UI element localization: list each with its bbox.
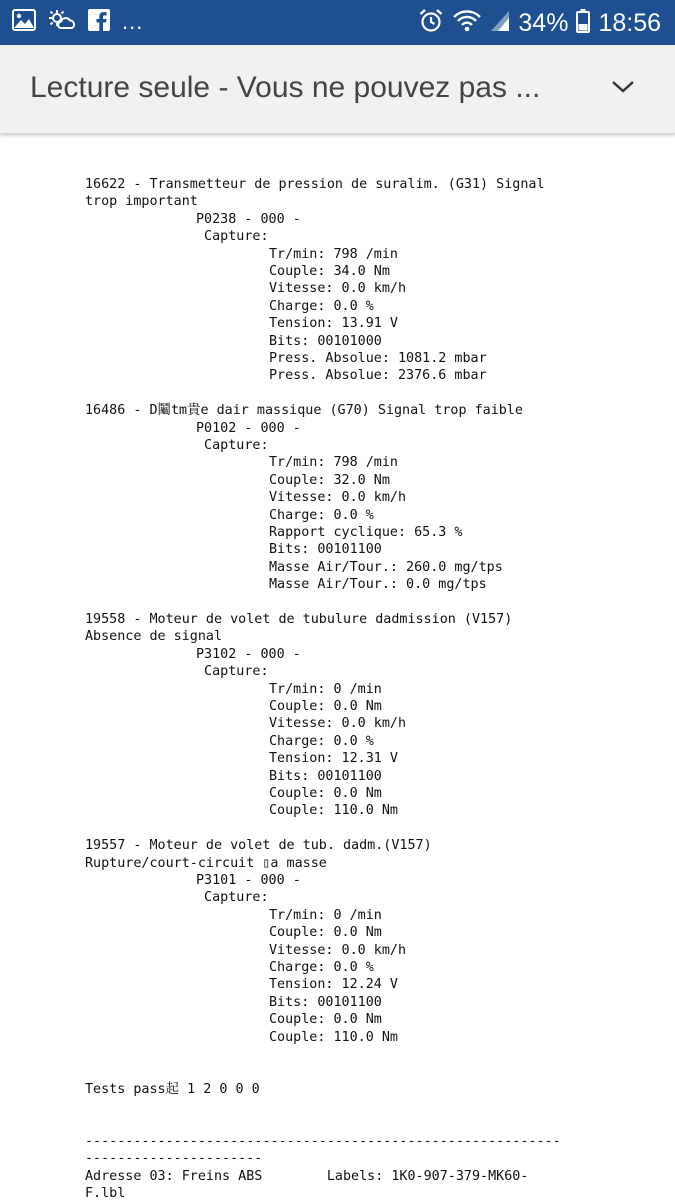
app-toolbar	[0, 45, 675, 134]
document-line: Charge: 0.0 %	[269, 960, 374, 975]
wifi-icon	[452, 9, 482, 37]
clock: 18:56	[598, 9, 661, 37]
document-line: Tr/min: 798 /min	[269, 246, 398, 262]
document-line: Rupture/court-circuit ▯a masse	[85, 855, 327, 871]
document-line: Tests pass起 1 2 0 0 0	[85, 1081, 260, 1097]
document-line: Capture:	[196, 890, 269, 906]
document-line: Tension: 13.91 V	[269, 316, 398, 332]
signal-icon	[490, 10, 510, 36]
document-line: Bits: 00101100	[269, 768, 382, 784]
document-line: P3101 - 000 -	[196, 873, 301, 888]
document-line: Charge: 0.0 %	[269, 507, 374, 523]
status-bar-left	[12, 9, 143, 35]
document-line: Couple: 0.0 Nm	[269, 699, 382, 714]
battery-percentage: 34%	[518, 9, 569, 37]
document-line: Tension: 12.31 V	[269, 751, 398, 767]
chevron-down-icon[interactable]	[610, 77, 636, 101]
status-bar	[0, 0, 675, 45]
document-line: Absence de signal	[85, 629, 223, 645]
document-line: Press. Absolue: 2376.6 mbar	[269, 368, 487, 384]
document-line: -----------------------------------------------------------	[85, 1134, 561, 1149]
document-body	[0, 135, 675, 1200]
document-line: 16486 - D鬮tm貴e dair massique (G70) Signal trop faible	[85, 403, 523, 419]
document-line: 19558 - Moteur de volet de tubulure dadmission (V157)	[85, 612, 513, 627]
status-bar-right	[418, 8, 661, 38]
document-line: Masse Air/Tour.: 0.0 mg/tps	[269, 577, 487, 593]
document-line: P0238 - 000 -	[196, 211, 301, 227]
document-line: trop important	[85, 194, 198, 210]
document-line: Vitesse: 0.0 km/h	[269, 490, 407, 506]
document-line: F.lbl	[85, 1186, 126, 1200]
document-line: Bits: 00101100	[269, 542, 382, 558]
document-line: Tension: 12.24 V	[269, 977, 398, 993]
document-line: Couple: 34.0 Nm	[269, 264, 390, 279]
document-line: Bits: 00101100	[269, 994, 382, 1010]
document-line: Couple: 0.0 Nm	[269, 1012, 382, 1028]
document-line: Vitesse: 0.0 km/h	[269, 942, 407, 958]
facebook-icon	[88, 9, 110, 35]
document-line: Capture:	[196, 664, 269, 680]
document-line: Vitesse: 0.0 km/h	[269, 281, 407, 297]
alarm-icon	[418, 8, 444, 38]
document-line: Press. Absolue: 1081.2 mbar	[269, 351, 487, 366]
document-line: P3102 - 000 -	[196, 646, 301, 662]
document-line: Couple: 32.0 Nm	[269, 472, 390, 488]
document-line: Charge: 0.0 %	[269, 298, 374, 314]
document-line: Capture:	[196, 438, 269, 453]
document-line: Capture:	[196, 229, 269, 245]
document-line: 19557 - Moteur de volet de tub. dadm.(V157)	[85, 838, 432, 854]
document-line: ----------------------	[85, 1151, 263, 1167]
document-line: Couple: 0.0 Nm	[269, 925, 382, 941]
battery-icon	[576, 9, 590, 37]
document-line: Couple: 110.0 Nm	[269, 803, 398, 819]
document-line: Tr/min: 0 /min	[269, 681, 382, 697]
document-line: Charge: 0.0 %	[269, 733, 374, 749]
document-line: P0102 - 000 -	[196, 420, 301, 436]
document-line: Masse Air/Tour.: 260.0 mg/tps	[269, 559, 503, 575]
document-title: Lecture seule - Vous ne pouvez pas ...	[30, 71, 541, 104]
document-line: Couple: 110.0 Nm	[269, 1029, 398, 1045]
more-notifications: ...	[122, 9, 144, 34]
document-line: 16622 - Transmetteur de pression de suralim. (G31) Signal	[85, 177, 545, 192]
document-line: Bits: 00101000	[269, 333, 382, 349]
document-line: Tr/min: 798 /min	[269, 455, 398, 471]
weather-icon	[48, 9, 76, 35]
document-line: Rapport cyclique: 65.3 %	[269, 525, 463, 540]
image-icon	[12, 9, 36, 35]
document-line: Couple: 0.0 Nm	[269, 786, 382, 801]
document-line: Adresse 03: Freins ABS Labels: 1K0-907-379-MK60-	[85, 1168, 529, 1184]
document-line: Vitesse: 0.0 km/h	[269, 716, 407, 732]
document-line: Tr/min: 0 /min	[269, 907, 382, 923]
